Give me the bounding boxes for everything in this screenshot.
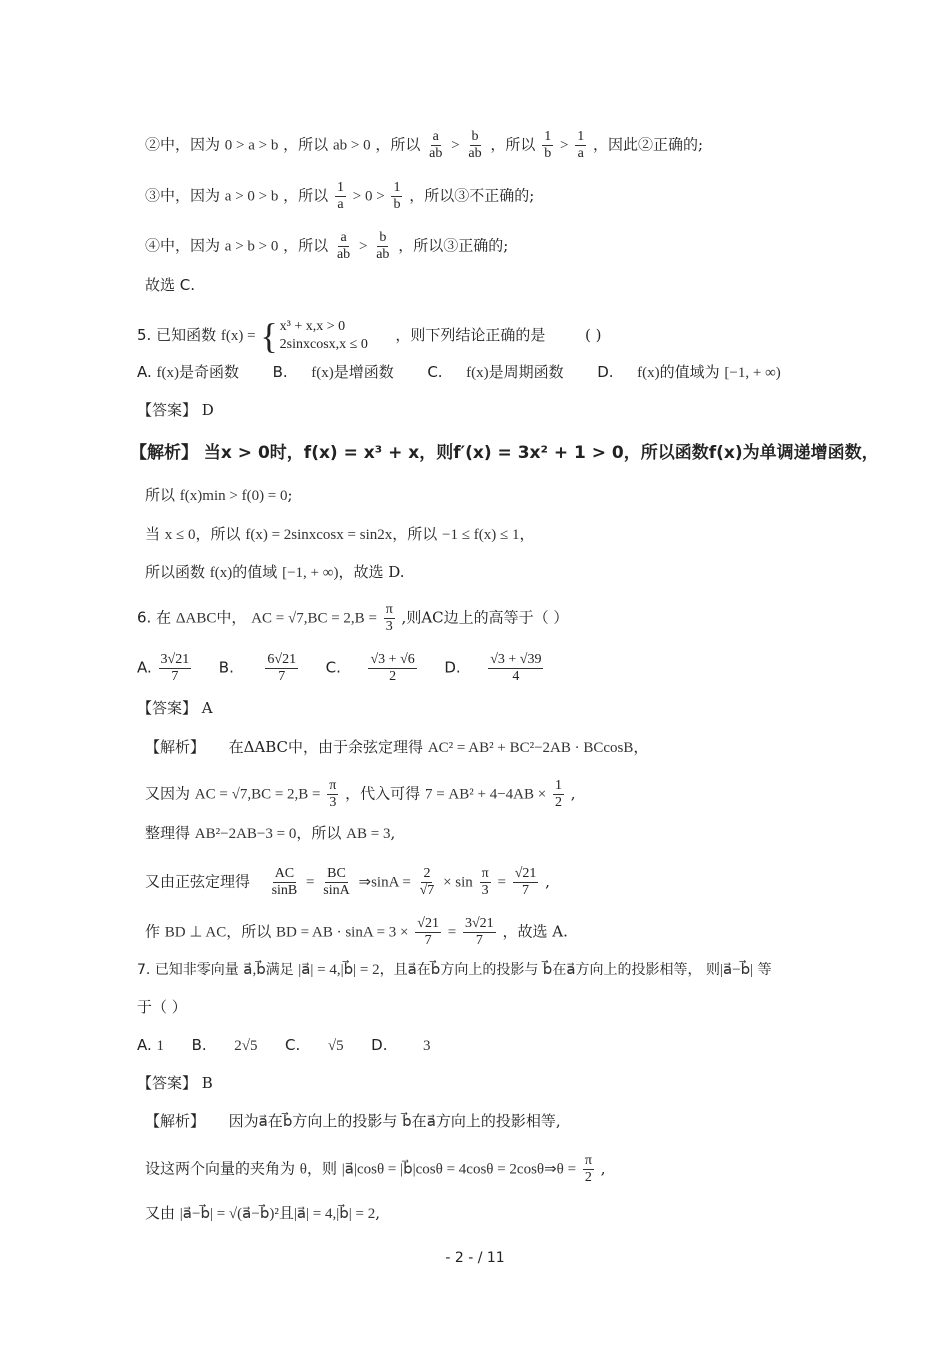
text: ②中，因为 <box>145 135 221 154</box>
math: f(x) = 2sinxcosx = sin2x <box>245 527 393 543</box>
text: 中， <box>216 608 247 627</box>
text: 在 <box>156 608 172 627</box>
answer-7: 【答案】 B <box>137 1074 213 1092</box>
math: b⃗ <box>430 962 441 978</box>
text: ; <box>287 486 293 504</box>
fraction: $\frac{2}{√7}$ <box>419 866 435 898</box>
option-label: A. <box>137 1036 152 1054</box>
math: f(x) <box>637 365 660 381</box>
analysis-label: 【解析】 <box>145 1112 206 1130</box>
piecewise-function: { x³ + x,x > 0 2sinxcosx,x ≤ 0 <box>260 316 368 356</box>
text: 方向上的投影相等， <box>575 962 702 978</box>
fraction: $\frac{√21}{7}$ <box>417 916 439 948</box>
fraction: $\frac{1}{2}$ <box>555 778 562 810</box>
text: 又因为 <box>145 784 191 803</box>
option-label: C. <box>325 658 341 677</box>
fraction: $\frac{6√21}{7}$ <box>267 652 297 684</box>
question-7-cont: 于（ ） <box>137 998 187 1016</box>
fraction: $\frac{BC}{\sin A}$ <box>323 866 350 898</box>
option-text: 的值域为 <box>659 363 720 381</box>
case-1: x³ + x,x > 0 <box>279 319 346 334</box>
math: a > b > 0 <box>224 238 279 255</box>
math: |a⃗−b⃗| <box>719 962 754 978</box>
question-6 <box>137 602 568 635</box>
text: 方向上的投影相等, <box>435 1112 561 1130</box>
analysis-label: 【解析】 <box>145 738 206 756</box>
question-7 <box>137 960 772 980</box>
solution-line-4 <box>145 230 508 263</box>
math: |a⃗| = 4,|b⃗| = 2 <box>293 1206 376 1222</box>
answer-6: 【答案】 A <box>137 699 213 717</box>
text: ，故选 A. <box>502 922 568 941</box>
answer-blank: ( ) <box>584 326 602 344</box>
fraction: $\frac{a}{ab}$ <box>336 230 351 262</box>
text: 已知非零向量 <box>154 962 239 978</box>
fraction: $\frac{1}{b}$ <box>393 180 401 212</box>
option-label: D. <box>597 363 614 381</box>
text: ， <box>519 525 535 543</box>
text: ，所以 <box>283 236 329 255</box>
analysis-6-line-5 <box>145 916 568 949</box>
option-label: A. <box>137 363 152 381</box>
math: = <box>306 874 315 891</box>
analysis-7-line-1 <box>145 1111 561 1132</box>
fraction: $\frac{\pi}{3}$ <box>481 866 489 898</box>
text: ，代入可得 <box>345 784 421 803</box>
option-label: D. <box>444 658 461 677</box>
math: = <box>447 924 457 941</box>
question-number: 7. <box>137 962 151 978</box>
fraction: $\frac{1}{a}$ <box>577 129 585 161</box>
text: 设这两个向量的夹角为 <box>145 1159 296 1178</box>
text: 在 <box>267 1112 283 1130</box>
text: , <box>570 784 576 803</box>
case-2: 2sinxcosx,x ≤ 0 <box>279 337 368 352</box>
math: b⃗ <box>402 1114 412 1130</box>
text: ，所以 <box>283 135 329 154</box>
text: , <box>545 872 550 891</box>
analysis-6-line-2 <box>145 778 576 811</box>
text: 在 <box>552 962 567 978</box>
math: BD = AB · sinA = 3 × <box>276 924 409 941</box>
text: ，所以 <box>296 824 342 842</box>
solution-line-2 <box>145 129 703 162</box>
math: AC = √7,BC = 2,B = <box>194 786 321 803</box>
question-5-options <box>137 362 781 383</box>
option-text: 是增函数 <box>333 363 394 381</box>
math: > 0 > <box>352 188 385 205</box>
analysis-7-line-3 <box>145 1203 380 1224</box>
fraction: $\frac{3√21}{7}$ <box>160 652 190 684</box>
math: AB = 3 <box>346 826 391 842</box>
text: 且 <box>278 1204 294 1222</box>
option-value: 2√5 <box>234 1038 258 1054</box>
math: ΔABC <box>175 610 217 627</box>
option-label: B. <box>191 1036 207 1054</box>
text: ，所以 <box>195 525 241 543</box>
text: ，所以 <box>283 186 329 205</box>
text: 在 <box>416 962 431 978</box>
answer-5: 【答案】 D <box>137 401 214 419</box>
fraction: $\frac{\pi}{3}$ <box>329 778 337 810</box>
page-number: - 2 - / 11 <box>445 1250 505 1266</box>
fraction: $\frac{√21}{7}$ <box>514 866 537 898</box>
question-5 <box>137 318 601 354</box>
text: 方向上的投影与 <box>440 962 539 978</box>
math: a⃗ <box>426 1114 436 1130</box>
math: BD ⊥ AC <box>164 924 227 941</box>
math: θ <box>299 1161 307 1178</box>
text: 因为 <box>228 1112 259 1130</box>
analysis-5-heading: 【解析】 当x > 0时，f(x) = x³ + x，则f′(x) = 3x² + 1 > 0，所以函数f(x)为单调递增函数， <box>130 443 879 463</box>
fraction: $\frac{b}{ab}$ <box>468 129 482 161</box>
fraction: $\frac{AC}{\sin B}$ <box>271 866 298 898</box>
text: 则 <box>705 962 720 978</box>
text: 又由 <box>145 1204 176 1222</box>
question-6-options <box>137 652 545 685</box>
text: 满足 <box>265 962 294 978</box>
question-7-options <box>137 1035 431 1056</box>
math: |a⃗|cosθ = |b⃗|cosθ = 4cosθ = 2cosθ⇒θ = <box>341 1161 577 1178</box>
math: a⃗,b⃗ <box>243 962 266 978</box>
text: ④中，因为 <box>145 236 221 255</box>
analysis-5-line-4 <box>145 562 404 583</box>
math: ⇒sinA = <box>358 874 411 891</box>
math: > <box>451 137 460 154</box>
analysis-6-line-3 <box>145 823 395 844</box>
option-label: B. <box>218 658 234 677</box>
text: ， <box>633 738 649 756</box>
math: −1 ≤ f(x) ≤ 1 <box>442 527 520 543</box>
text: ，则下列结论正确的是 <box>395 326 546 344</box>
option-label: B. <box>272 363 288 381</box>
math: a⃗ <box>407 962 417 978</box>
fraction: $\frac{√3 + √39}{4}$ <box>490 652 542 684</box>
text: ，则 <box>306 1159 337 1178</box>
fraction: $\frac{\pi}{2}$ <box>584 1153 592 1185</box>
text: ③中，因为 <box>145 186 221 205</box>
text: ，所以 <box>226 922 272 941</box>
math: = <box>497 874 506 891</box>
math: b⃗ <box>542 962 553 978</box>
math: a⃗ <box>566 962 576 978</box>
math: 0 > a > b <box>224 137 279 154</box>
analysis-6-line-4 <box>145 866 550 899</box>
option-text: 是奇函数 <box>179 363 240 381</box>
text: 的值域 <box>232 563 278 581</box>
text: 作 <box>145 922 161 941</box>
math: [−1, + ∞) <box>282 565 339 581</box>
text: ，所以 <box>392 525 438 543</box>
math: f(x) = <box>220 328 256 344</box>
math: AC² = AB² + BC²−2AB · BCcosB <box>427 740 634 756</box>
math: AC = √7,BC = 2,B = <box>251 610 377 627</box>
answer-choice-line: 故选 C. <box>145 276 196 294</box>
text: ，所以 <box>490 135 536 154</box>
analysis-5-line-2 <box>145 485 293 506</box>
option-value: 3 <box>423 1038 431 1054</box>
option-value: √5 <box>327 1038 344 1054</box>
fraction: $\frac{\pi}{3}$ <box>385 602 393 634</box>
math: b⃗ <box>282 1114 293 1130</box>
math: f(x) <box>311 365 334 381</box>
text: ，因此②正确的; <box>593 135 704 154</box>
fraction: $\frac{1}{b}$ <box>544 129 552 161</box>
text: , <box>600 1159 606 1178</box>
math: > <box>559 137 569 154</box>
math: ab > 0 <box>332 137 371 154</box>
text: 所以 <box>145 486 176 504</box>
math: [−1, + ∞) <box>724 365 781 381</box>
math: × sin <box>443 874 473 891</box>
option-label: C. <box>285 1036 301 1054</box>
text: ,则AC边上的高等于（ ） <box>401 608 569 627</box>
text: ，所以③正确的; <box>398 236 509 255</box>
analysis-7-line-2 <box>145 1153 606 1186</box>
solution-line-3 <box>145 180 534 213</box>
math: f(x) <box>466 365 489 381</box>
text: 整理得 <box>145 824 191 842</box>
text: 等 <box>757 962 772 978</box>
fraction: $\frac{√3 + √6}{2}$ <box>370 652 415 684</box>
text: ，所以③不正确的; <box>409 186 535 205</box>
analysis-5-line-3 <box>145 524 534 545</box>
text: 在ΔABC中，由于余弦定理得 <box>228 738 424 756</box>
text: 在 <box>411 1112 427 1130</box>
option-label: D. <box>371 1036 388 1054</box>
fraction: $\frac{3√21}{7}$ <box>465 916 494 948</box>
text: 又由正弦定理得 <box>145 872 251 891</box>
option-text: 是周期函数 <box>488 363 564 381</box>
math: f(x) <box>209 565 233 581</box>
math: a > 0 > b <box>224 188 279 205</box>
math: f(x) <box>156 365 180 381</box>
fraction: $\frac{1}{a}$ <box>336 180 344 212</box>
text: , <box>390 824 396 842</box>
text: 方向上的投影与 <box>292 1112 398 1130</box>
fraction: $\frac{b}{ab}$ <box>376 230 390 262</box>
question-number: 5. <box>137 326 152 344</box>
text: ，所以 <box>375 135 421 154</box>
math: 7 = AB² + 4−4AB × <box>424 786 547 803</box>
math: AB²−2AB−3 = 0 <box>194 826 297 842</box>
analysis-6-line-1 <box>145 737 648 758</box>
option-label: C. <box>427 363 443 381</box>
math: |a⃗−b⃗| = √(a⃗−b⃗)² <box>179 1206 279 1222</box>
math: |a⃗| = 4,|b⃗| = 2 <box>298 962 380 978</box>
fraction: $\frac{a}{ab}$ <box>429 129 443 161</box>
option-label: A. <box>137 658 152 677</box>
text: ，故选 D. <box>338 563 405 581</box>
question-number: 6. <box>137 608 152 627</box>
math: a⃗ <box>258 1114 268 1130</box>
option-value: 1 <box>156 1038 165 1054</box>
text: 所以函数 <box>145 563 206 581</box>
text: , <box>375 1204 381 1222</box>
text: 已知函数 <box>156 326 217 344</box>
text: 当 <box>145 525 161 543</box>
math: x ≤ 0 <box>164 527 196 543</box>
math: > <box>358 238 368 255</box>
text: ，且 <box>379 962 408 978</box>
math: f(x)min > f(0) = 0 <box>179 488 288 504</box>
